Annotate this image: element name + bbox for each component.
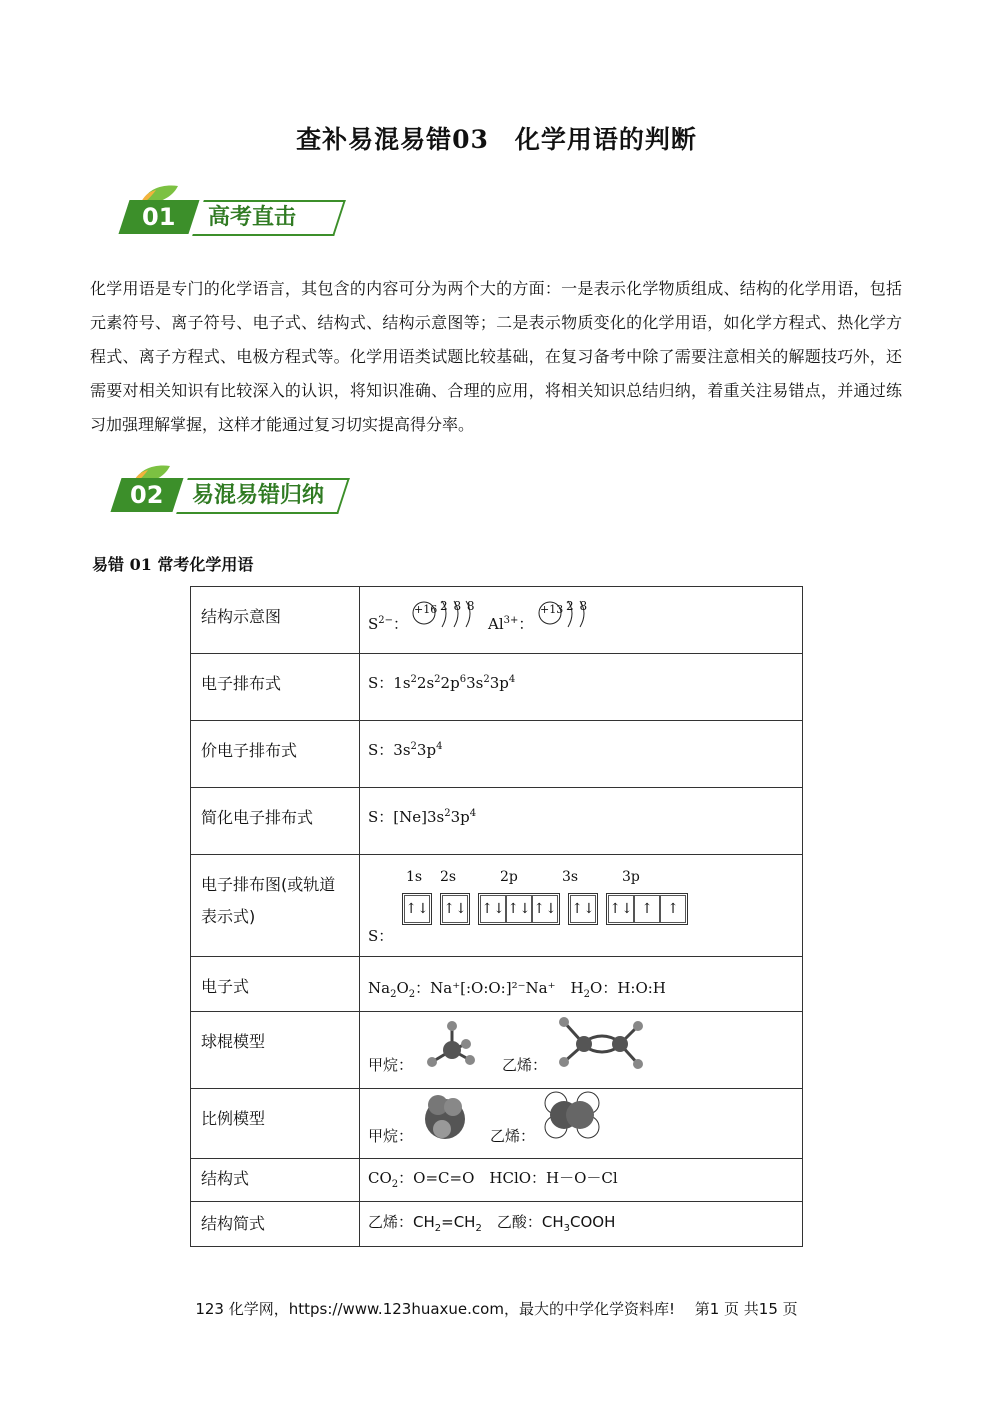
section-number: 02 — [110, 478, 183, 512]
ethene-ball-stick — [554, 1014, 650, 1078]
page-footer: 123 化学网，https://www.123huaxue.com，最大的中学化学资料库! 第1 页 共15 页 — [195, 1300, 798, 1318]
s-shells: 2 8 8 — [440, 599, 476, 613]
orbital-labels: 1s 2s 2p 3s 3p — [406, 869, 640, 885]
electron-config: S：$1s^22s^22p^63s^23p^4$ — [368, 674, 516, 692]
ethene-label: 乙烯： — [502, 1056, 548, 1074]
section-number: 01 — [118, 200, 199, 234]
row-key: 电子排布式 — [191, 654, 360, 721]
table-row — [191, 721, 803, 788]
section-label: 易混易错归纳 — [176, 478, 350, 514]
row-value — [360, 1012, 803, 1089]
al-nucleus: +13 — [540, 603, 564, 616]
intro-paragraph: 化学用语是专门的化学语言，其包含的内容可分为两个大的方面：一是表示化学物质组成、结构的化学用语，包括元素符号、离子符号、电子式、结构式、结构示意图等；二是表示物质变化的化学用语，如化学方程式、热化学方程式、离子方程式、电极方程式等。化学用语类试题比较基础，在复习备考中除了需要注意相关的解题技巧外，还需要对相关知识有比较深入的认识，将知识准确、合理的应用，将相关知识总结归纳，着重关注易错点，并通过练习加强理解掌握，这样才能通过复习切实提高得分率。 — [90, 279, 902, 434]
row-key: 比例模型 — [191, 1089, 360, 1159]
row-key: 电子排布图(或轨道表示式) — [191, 855, 360, 957]
row-value — [360, 1159, 803, 1202]
page-title: 查补易混易错03 化学用语的判断 — [296, 125, 697, 154]
row-value — [360, 721, 803, 788]
s-label: S： — [368, 927, 394, 945]
subheading: 易错 01 常考化学用语 — [92, 555, 254, 574]
row-value — [360, 957, 803, 1012]
al-shells: 2 8 — [566, 599, 589, 613]
table-row — [191, 1089, 803, 1159]
row-key: 电子式 — [191, 957, 360, 1012]
methane-ball-stick — [422, 1018, 482, 1078]
chem-terms-table — [190, 586, 803, 1247]
methane-label: 甲烷： — [368, 1127, 414, 1145]
table-row — [191, 957, 803, 1012]
row-key: 结构简式 — [191, 1202, 360, 1247]
methane-space-filling — [420, 1091, 470, 1143]
table-row — [191, 788, 803, 855]
table-row — [191, 1202, 803, 1247]
s-nucleus: +16 — [414, 603, 438, 616]
methane-label: 甲烷： — [368, 1056, 414, 1074]
table-row — [191, 1012, 803, 1089]
ethene-label: 乙烯： — [490, 1127, 536, 1145]
structural-formula: $CO_2$：O=C=O HClO：H－O－Cl — [368, 1169, 618, 1190]
section-badge-02 — [118, 460, 348, 520]
table-row — [191, 1159, 803, 1202]
row-value — [360, 788, 803, 855]
row-value — [360, 654, 803, 721]
simplified-structural-formula: 乙烯：$CH_2=CH_2$ 乙酸：$CH_3COOH$ — [368, 1213, 616, 1234]
table-row — [191, 587, 803, 654]
valence-config: S：$3s^23p^4$ — [368, 741, 443, 759]
row-key: 结构示意图 — [191, 587, 360, 654]
row-key: 球棍模型 — [191, 1012, 360, 1089]
ethene-space-filling — [542, 1089, 602, 1141]
row-value — [360, 587, 803, 654]
electron-formula: $Na_2O_2$：Na⁺[:O:O:]²⁻Na⁺ $H_2O$：H:O:H — [368, 979, 666, 1000]
orbital-boxes: ↑↓ ↑↓ ↑↓ ↑↓ ↑↓ ↑↓ ↑↓ ↑ ↑ — [402, 893, 696, 925]
simplified-config: S：$[Ne]3s^23p^4$ — [368, 808, 477, 826]
row-key: 结构式 — [191, 1159, 360, 1202]
section-badge-01 — [118, 182, 348, 242]
row-value — [360, 1202, 803, 1247]
row-key: 简化电子排布式 — [191, 788, 360, 855]
s-ion-label: $S^{2-}$： — [368, 615, 409, 633]
section-label: 高考直击 — [192, 200, 346, 236]
al-ion-label: $Al^{3+}$： — [488, 615, 534, 633]
row-key: 价电子排布式 — [191, 721, 360, 788]
row-value — [360, 1089, 803, 1159]
table-row — [191, 654, 803, 721]
table-row — [191, 855, 803, 957]
row-value — [360, 855, 803, 957]
